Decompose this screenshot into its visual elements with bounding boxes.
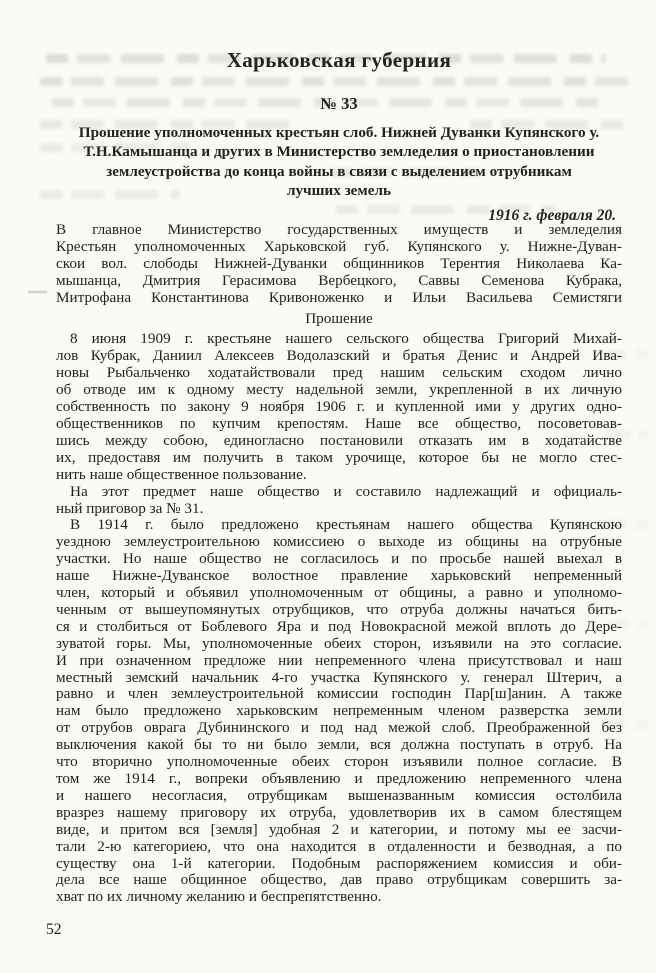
text-line: тали 2-ю категориею, что она находится в отдаленности и безводная, а по bbox=[56, 837, 622, 855]
text-line: В 1914 г. было предложено крестьянам нашего общества Купянскою bbox=[70, 516, 622, 534]
text-line: лов Кубрак, Даниил Алексеев Водолазский и братья Денис и Андрей Ива- bbox=[56, 347, 622, 365]
text-line: На этот предмет наше общество и составило надлежащий и официаль- bbox=[70, 482, 622, 500]
document-date: 1916 г. февраля 20. bbox=[488, 207, 616, 225]
page-title: Харьковская губерния bbox=[226, 48, 452, 72]
document-title-line: Т.Н.Камышанца и других в Министерство земледелия о приостановлении bbox=[83, 143, 595, 161]
text-line: том же 1914 г., вопреки объявлению и предложению непременного члена bbox=[56, 770, 622, 787]
text-line: участки. Но наше общество не согласилось и по просьбе нашей выехал в bbox=[56, 550, 622, 568]
paragraph bbox=[56, 517, 622, 906]
text-line: собственность по закону 9 ноября 1906 г. и купленной ими у других одно- bbox=[56, 398, 622, 416]
text-line: и нашего несогласия, отрубщикам вышеназванным комиссия остолбила bbox=[56, 786, 622, 804]
address-line: скои вол. слободы Нижней-Дуванки общинников Терентия Николаева Ка- bbox=[56, 254, 622, 272]
document-title bbox=[56, 123, 622, 200]
section-heading: Прошение bbox=[305, 309, 373, 327]
text-line: зуватой горы. Мы, уполномоченные обеих сторон, изъявили на это согласие. bbox=[56, 634, 622, 652]
text-line: от отрубов оврага Дубининского и под над межой слоб. Преображенной без bbox=[56, 719, 622, 737]
masthead bbox=[56, 48, 622, 225]
document-title-line: лучших земель bbox=[286, 181, 392, 199]
text-line: общественников по купчим крепостям. Наше все общество, посоветовав- bbox=[56, 414, 622, 432]
text-line: нить наше общественное пользование. bbox=[56, 465, 307, 483]
text-line: ся и столбиться от Боблевого Яра и под Новокрасной межой вплоть до Дере- bbox=[56, 617, 622, 635]
address-line: Крестьян уполномоченных Харьковской губ. Купянского у. Нижне-Дуван- bbox=[56, 237, 622, 255]
text-line: их, предоставя им получить в таком урочище, которое бы не могло стес- bbox=[56, 448, 622, 466]
text-line: 8 июня 1909 г. крестьяне нашего сельского общества Григорий Михай- bbox=[70, 330, 622, 348]
text-line: член, который и объявил уполномоченным от общины, а равно и уполномо- bbox=[56, 584, 622, 602]
text-line: местный земский начальник 4-го участка Купянского у. генерал Штерич, а bbox=[56, 668, 622, 686]
text-line: дела все наше общинное общество, дав право отрубщикам совершить за- bbox=[56, 871, 622, 889]
text-line: вразрез нашему приговору их отруба, удовлетворив их в самом блестящем bbox=[56, 803, 622, 821]
page-number: 52 bbox=[46, 921, 62, 939]
document-number: № 33 bbox=[320, 94, 358, 113]
text-line: ный приговор за № 31. bbox=[56, 499, 204, 517]
document-title-line: Прошение уполномоченных крестьян слоб. Нижней Дуванки Купянского у. bbox=[78, 124, 600, 141]
text-line: ченным от вышеупомянутых отрубщиков, что отруба должны начаться бить- bbox=[56, 600, 622, 618]
text-line: наше Нижне-Дуванское волостное правление харьковский непременный bbox=[56, 567, 622, 585]
text-line: хват по их личному желанию и беспрепятственно. bbox=[56, 888, 382, 906]
text-line: выключения какой бы то ни было земли, вся должна поступать в отруб. На bbox=[56, 736, 622, 754]
address-line: мышанца, Дмитрия Герасимова Вербецкого, Саввы Семенова Кубрака, bbox=[56, 271, 622, 289]
paragraph bbox=[56, 331, 622, 483]
paragraph bbox=[56, 484, 622, 518]
document-title-line: землеустройства до конца войны в связи с выделением отрубникам bbox=[106, 162, 572, 180]
text-line: об отводе им к одному месту надельной земли, укрепленной в их личную bbox=[56, 381, 622, 399]
text-line: шись между собою, единогласно постановили отказать им в ходатайстве bbox=[56, 431, 622, 449]
scan-artifact-dash bbox=[28, 291, 47, 293]
paragraphs-container bbox=[56, 331, 622, 906]
text-line: существу она 1-й категории. Подобным распоряжением комиссия и оби- bbox=[56, 854, 622, 872]
text-line: равно и член землеустроительной комиссии господин Пар[ш]анин. А также bbox=[56, 685, 622, 703]
text-line: новы Рыбальченко ходатайствовали пред нашим сельским сходом лично bbox=[56, 364, 622, 382]
text-line: уездною землеустроительною комиссиею о выходе из общины на отрубные bbox=[56, 533, 622, 551]
text-line: нам было предложено харьковским непременным членом разверстка земли bbox=[56, 702, 622, 720]
address-line: В главное Министерство государственных имуществ и земледелия bbox=[56, 221, 622, 238]
document-body bbox=[46, 221, 622, 939]
text-line: И при означенном предложе нии непременного члена присутствовал и наш bbox=[56, 651, 622, 669]
address-line: Митрофана Константинова Кривоноженко и Ильи Васильева Семистяги bbox=[56, 288, 622, 306]
text-line: виде, и притом вся [земля] удобная 2 и категории, и потому мы ее засчи- bbox=[56, 820, 622, 838]
address-block bbox=[56, 222, 622, 307]
text-line: что вторично уполномоченные обеих сторон изъявили полное согласие. В bbox=[56, 753, 622, 771]
